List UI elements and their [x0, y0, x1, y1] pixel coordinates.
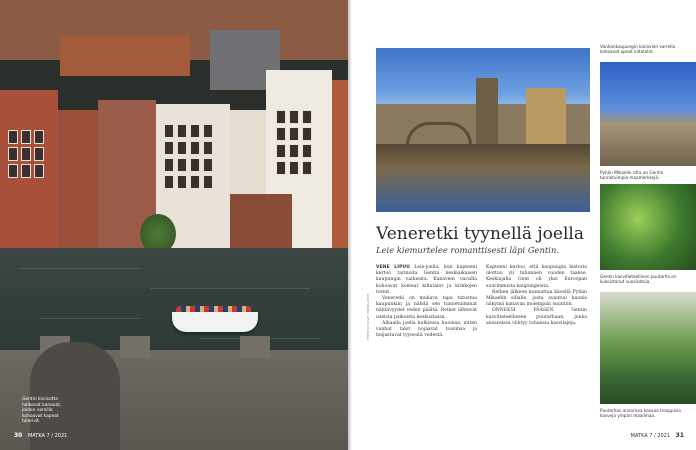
article-headline: Veneretki tyynellä joella — [376, 224, 584, 244]
bridge-arch — [406, 122, 472, 145]
paragraph-text: Leie-joella, kun kapteeni kertoo tarinoita Gentin keskiaikaisen kaupungin vaiheista. Kanavien varsilla kohoavat komeat kiltatalot ja kirkkojen tornit. — [376, 265, 477, 295]
photo-credit: TEKSTI JA KUVAT: MATKA-LEHTI — [366, 293, 370, 340]
side-caption-4: Puutarhan ansarissa kasvaa trooppisia kasveja ympäri maailmaa. — [600, 408, 681, 419]
side-photo-towers — [600, 62, 696, 166]
folio-left — [14, 432, 67, 439]
guild-house — [526, 88, 566, 144]
paragraph: Retken jälkeen kannattaa kävellä Pyhän Mikaelin sillalle, josta avautuu kaunis näkymä kanavan molempiin suuntiin. — [486, 289, 587, 308]
paragraph: Veneretki on mukava tapa tutustua kaupunkiin ja nähdä sen tunnetuimmat nähtävyydet veden päältä. Retket lähtevät useista paikoista keskustassa. — [376, 296, 477, 320]
page-number-left: 30 — [14, 432, 23, 439]
photo-caption-left: Gentin kiviisotta halkovat kanavat, joiden varsilla kohoavat kapeat talorivit. — [22, 397, 62, 425]
article-column-2 — [486, 265, 587, 327]
article-deck: Leie kiemurtelee romanttisesti läpi Gentin. — [376, 245, 559, 255]
house-edge — [332, 80, 348, 250]
folio-label-right: MATKA 7 / 2021 — [630, 433, 671, 439]
paragraph — [376, 265, 477, 296]
page-number-right: 31 — [675, 432, 684, 439]
bridge-photo — [376, 48, 590, 212]
tour-boat — [172, 312, 258, 332]
water-reflection — [376, 144, 590, 212]
lead-in: VENE LIPUU — [376, 265, 411, 270]
house-brick-2 — [58, 110, 98, 250]
windows-tall-house — [276, 110, 312, 175]
side-photo-garden — [600, 184, 696, 270]
roof-red — [60, 36, 190, 76]
side-photo-greenhouse — [600, 292, 696, 404]
windows-white-house — [164, 124, 213, 189]
paragraph: Kapteeni kertoo, että kaupungin historia ulottuu yli tuhannen vuoden taakse. Keskiajalla Gent oli yksi Euroopan suurimmista kaupungeista. — [486, 265, 587, 289]
house-small-brick — [230, 194, 292, 250]
paragraph: Alhaalla joella kulkiessa huomaa, miten vanhat talot nojaavat toisiinsa ja heijastuvat tyynestä vedestä. — [376, 320, 477, 339]
side-caption-3: Gentin kasvitieteellinen puutarha on kukoistanut vuosisatoja. — [600, 274, 677, 285]
windows-brick-house — [8, 130, 44, 178]
article-column-1 — [376, 265, 477, 339]
side-caption-1: Vanhankaupungin kanavien varrella kohoavat upeat kiltatalot. — [600, 44, 676, 55]
folio-right — [631, 432, 684, 439]
paragraph: ONNEKSI PÄÄSEN Gentin kasvitieteelliseen puutarhaan, jonka ansareissa viihtyy tuhansia kasvilajeja. — [486, 308, 587, 326]
crenel — [240, 336, 270, 358]
folio-label-left: MATKA 7 / 2021 — [27, 433, 68, 439]
church-tower — [476, 78, 498, 144]
page-gutter — [348, 0, 352, 450]
side-caption-2: Pyhän Mikaelin silta on Gentin tunnetuimpia maamerkkejä. — [600, 170, 664, 181]
crenel — [120, 336, 150, 358]
